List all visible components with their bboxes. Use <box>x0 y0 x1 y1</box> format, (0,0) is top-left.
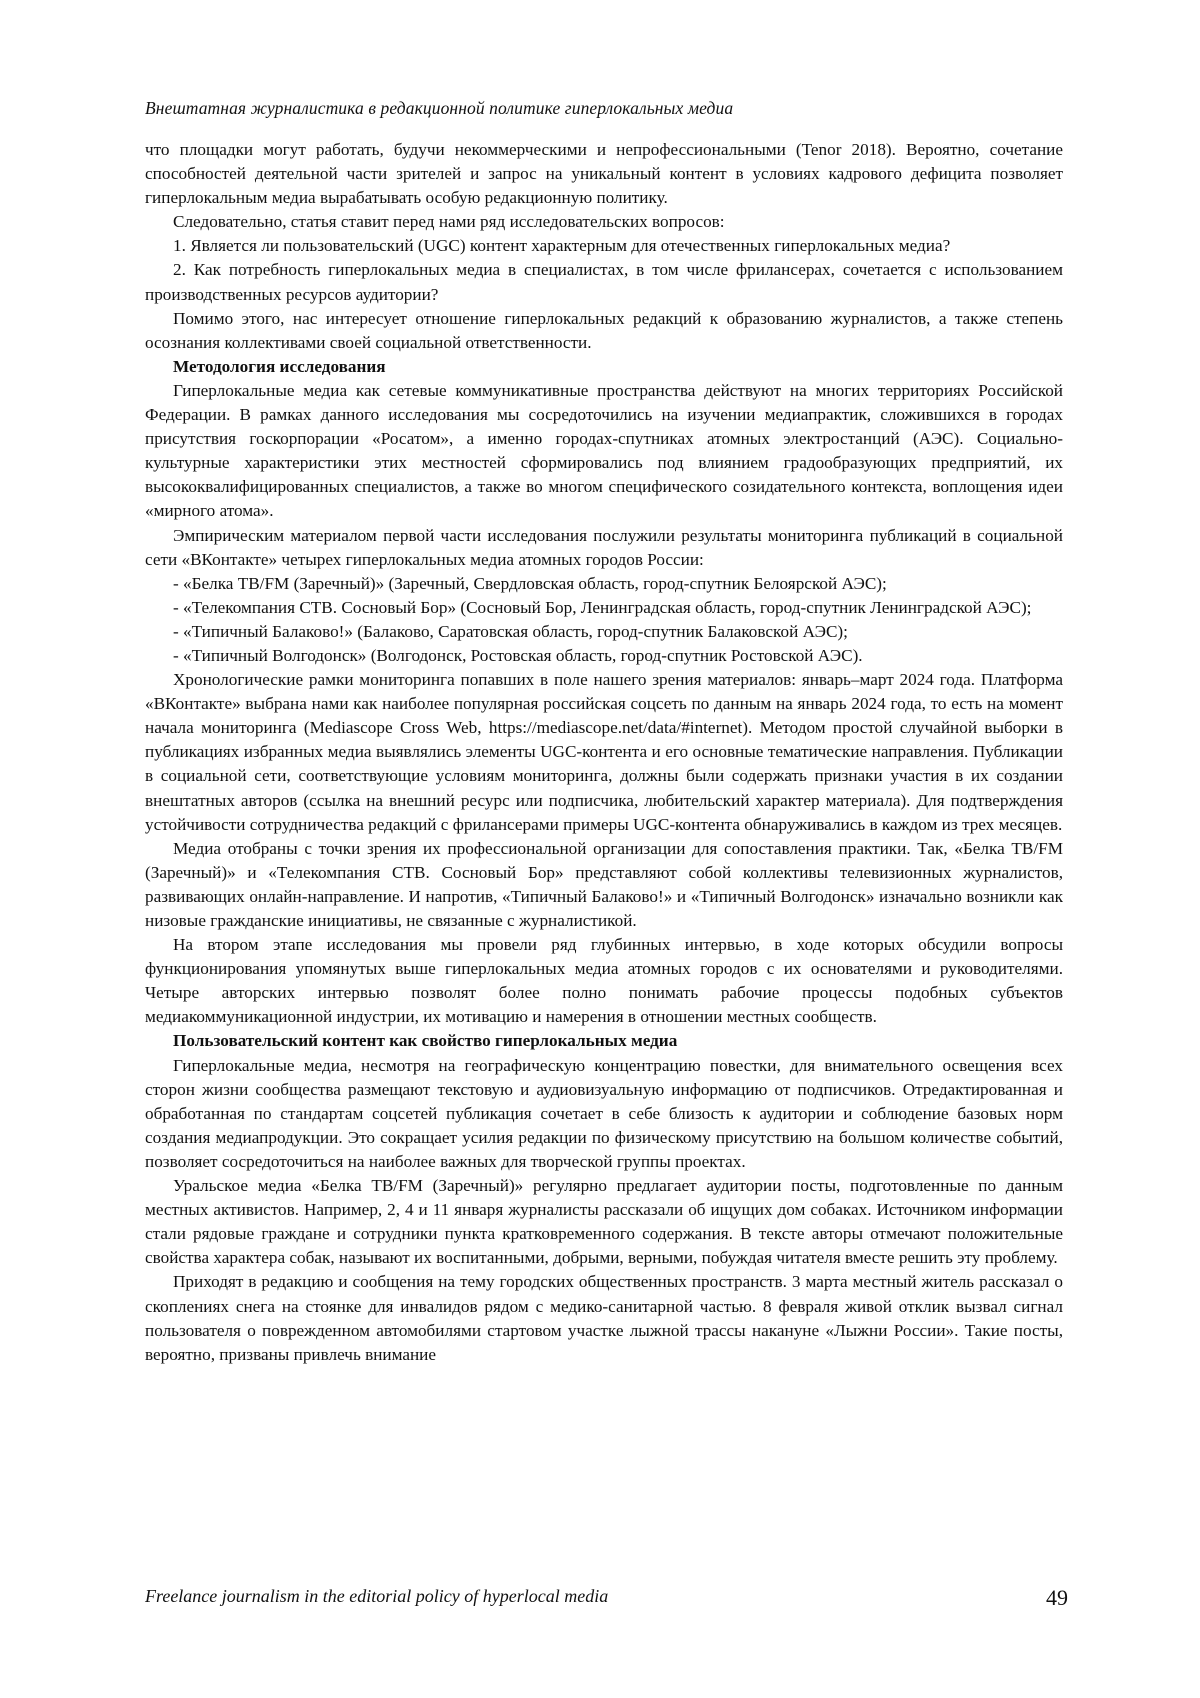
article-body <box>145 138 1063 1367</box>
paragraph: Хронологические рамки мониторинга попавших в поле нашего зрения материалов: январь–март 2024 года. Платформа «ВКонтакте» выбрана нами как наиболее популярная российская соцсеть по данным на январь 2024 года, то есть на момент начала мониторинга (Mediascope Cross Web, https://mediascope.net/data/#internet). Методом простой случайной выборки в публикациях избранных медиа выявлялись элементы UGC-контента и его основные тематические направления. Публикации в социальной сети, соответствующие условиям мониторинга, должны были содержать признаки участия в их создании внештатных авторов (ссылка на внешний ресурс или подписчика, любительский характер материала). Для подтверждения устойчивости сотрудничества редакций с фрилансерами примеры UGC-контента обнаруживались в каждом из трех месяцев. <box>145 670 1063 834</box>
list-item: - «Типичный Балаково!» (Балаково, Саратовская область, город-спутник Балаковской АЭС); <box>173 621 848 641</box>
paragraph: Помимо этого, нас интересует отношение гиперлокальных редакций к образованию журналистов, а также степень осознания коллективами своей социальной ответственности. <box>145 308 1063 352</box>
list-item: - «Телекомпания СТВ. Сосновый Бор» (Сосновый Бор, Ленинградская область, город-спутник Ленинградской АЭС); <box>173 597 1032 617</box>
footer-running-title: Freelance journalism in the editorial policy of hyperlocal media <box>145 1586 609 1606</box>
paragraph: Гиперлокальные медиа, несмотря на географическую концентрацию повестки, для внимательного освещения всех сторон жизни сообщества размещают текстовую и аудиовизуальную информацию от подписчиков. Отредактированная и обработанная по стандартам соцсетей публикация сочетает в себе близость к аудитории и соблюдение базовых норм создания медиапродукции. Это сокращает усилия редакции по физическому присутствию на большом количестве событий, позволяет сосредоточиться на наиболее важных для творческой группы проектах. <box>145 1055 1063 1171</box>
research-question-1: 1. Является ли пользовательский (UGC) контент характерным для отечественных гиперлокальных медиа? <box>173 236 951 256</box>
paragraph: Медиа отобраны с точки зрения их профессиональной организации для сопоставления практики. Так, «Белка ТВ/FM (Заречный)» и «Телекомпания СТВ. Сосновый Бор» представляют собой коллективы телевизионных журналистов, развивающих онлайн-направление. И напротив, «Типичный Балаково!» и «Типичный Волгодонск» изначально возникли как низовые гражданские инициативы, не связанные с журналистикой. <box>145 838 1063 930</box>
paragraph: На втором этапе исследования мы провели ряд глубинных интервью, в ходе которых обсудили вопросы функционирования упомянутых выше гиперлокальных медиа атомных городов с их основателями и руководителями. Четыре авторских интервью позволят более полно понимать рабочие процессы подобных субъектов медиакоммуникационной индустрии, их мотивацию и намерения в отношении местных сообществ. <box>145 935 1063 1027</box>
research-question-2: 2. Как потребность гиперлокальных медиа в специалистах, в том числе фрилансерах, сочетается с использованием производственных ресурсов аудитории? <box>145 260 1063 304</box>
paragraph: Следовательно, статья ставит перед нами ряд исследовательских вопросов: <box>173 212 725 232</box>
section-heading-methodology: Методология исследования <box>173 356 386 376</box>
list-item: - «Белка ТВ/FM (Заречный)» (Заречный, Свердловская область, город-спутник Белоярской АЭС); <box>173 573 887 593</box>
paragraph: Эмпирическим материалом первой части исследования послужили результаты мониторинга публикаций в социальной сети «ВКонтакте» четырех гиперлокальных медиа атомных городов России: <box>145 525 1063 569</box>
paragraph: что площадки могут работать, будучи некоммерческими и непрофессиональными (Tenor 2018). Вероятно, сочетание способностей деятельной части зрителей и запрос на уникальный контент в условиях кадрового дефицита позволяет гиперлокальным медиа вырабатывать особую редакционную политику. <box>145 140 1063 208</box>
list-item: - «Типичный Волгодонск» (Волгодонск, Ростовская область, город-спутник Ростовской АЭС). <box>173 645 863 665</box>
running-head-title: Внештатная журналистика в редакционной политике гиперлокальных медиа <box>145 98 734 118</box>
paragraph: Уральское медиа «Белка ТВ/FM (Заречный)» регулярно предлагает аудитории посты, подготовленные по данным местных активистов. Например, 2, 4 и 11 января журналисты рассказали об ищущих дом собаках. Источником информации стали рядовые граждане и сотрудники пункта кратковременного содержания. В тексте авторы отмечают положительные свойства характера собак, называют их воспитанными, добрыми, верными, побуждая читателя вместе решить эту проблему. <box>145 1176 1063 1268</box>
paragraph: Гиперлокальные медиа как сетевые коммуникативные пространства действуют на многих территориях Российской Федерации. В рамках данного исследования мы сосредоточились на изучении медиапрактик, сложившихся в городах присутствия госкорпорации «Росатом», а именно городах-спутниках атомных электростанций (АЭС). Социально-культурные характеристики этих местностей сформировались под влиянием градообразующих предприятий, их высококвалифицированных специалистов, а также во многом специфического созидательного контекста, воплощения идеи «мирного атома». <box>145 380 1063 521</box>
paragraph: Приходят в редакцию и сообщения на тему городских общественных пространств. 3 марта местный житель рассказал о скоплениях снега на стоянке для инвалидов рядом с медико-санитарной частью. 8 февраля живой отклик вызвал сигнал пользователя о поврежденном автомобилями стартовом участке лыжной трассы накануне «Лыжни России». Такие посты, вероятно, призваны привлечь внимание <box>145 1272 1063 1364</box>
section-heading-ugc: Пользовательский контент как свойство гиперлокальных медиа <box>173 1031 678 1051</box>
page-number: 49 <box>1046 1585 1068 1610</box>
